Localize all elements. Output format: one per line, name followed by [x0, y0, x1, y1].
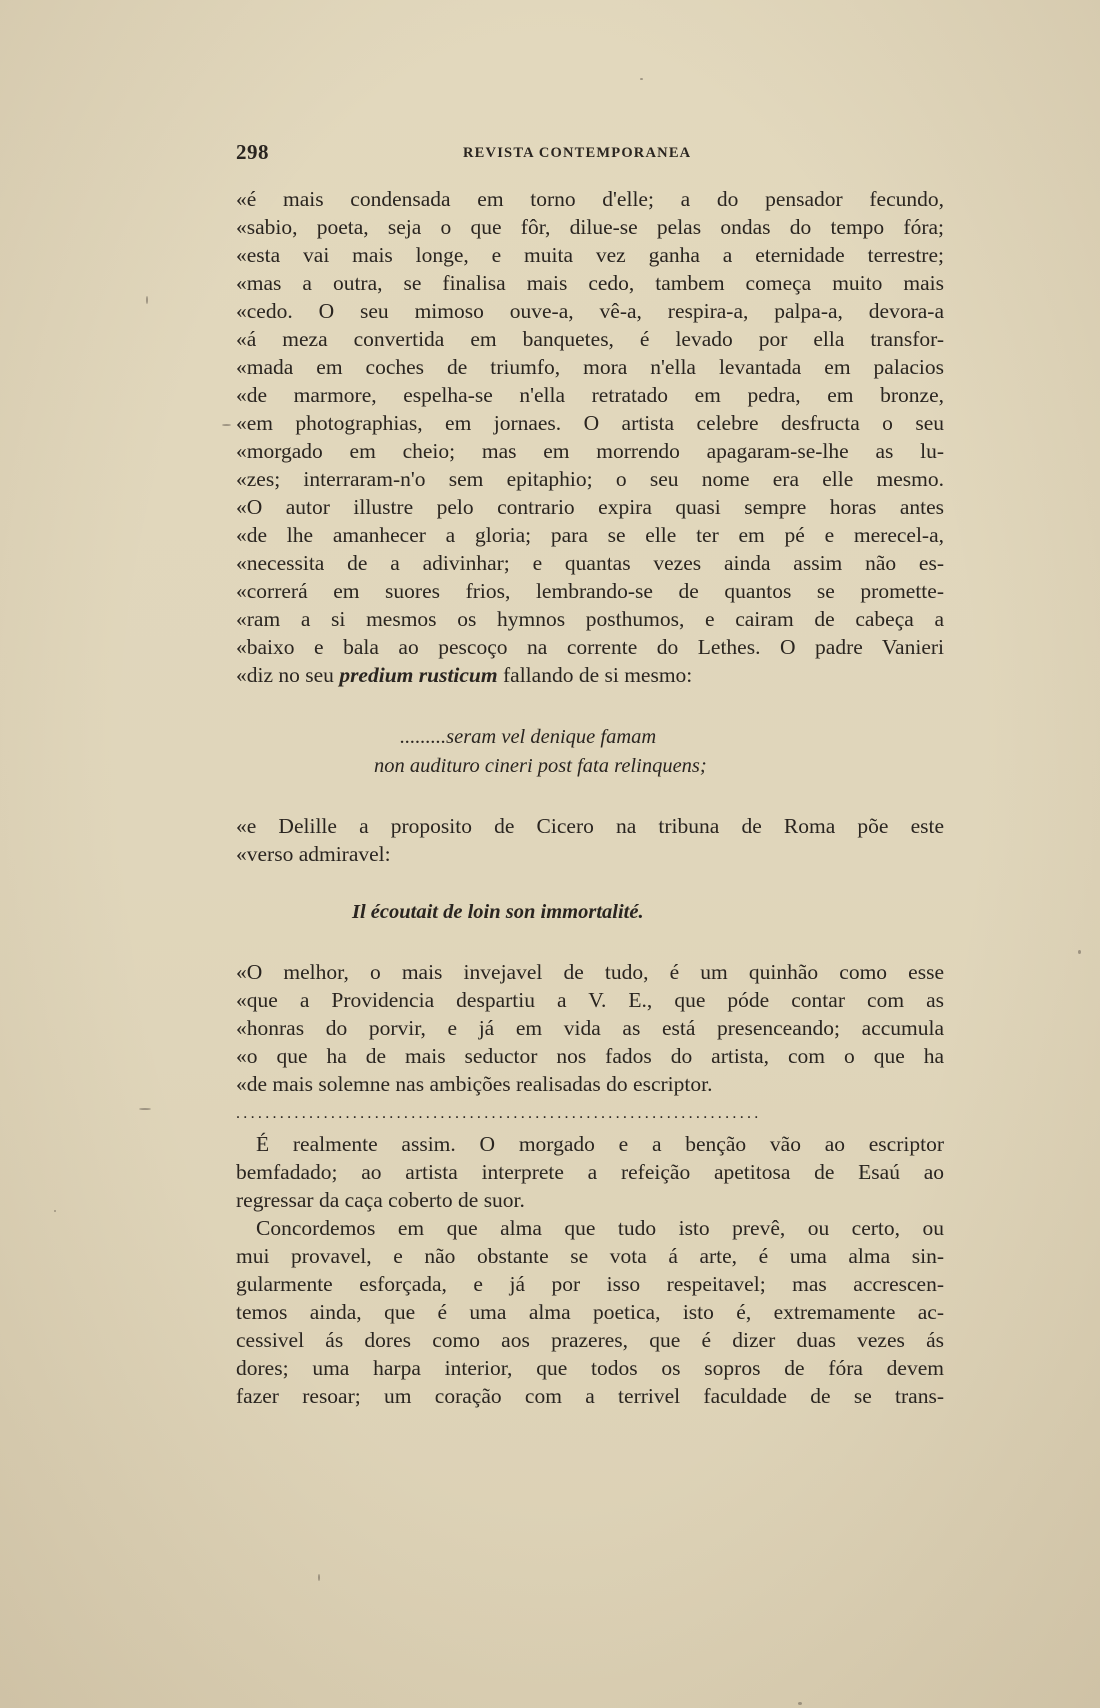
text-line: «de lhe amanhecer a gloria; para se elle ter em pé e merecel-a, [236, 523, 944, 547]
text-line: fazer resoar; um coração com a terrivel faculdade de se trans- [236, 1384, 944, 1408]
paper-speck [139, 1108, 151, 1110]
text-line: «correrá em suores frios, lembrando-se de quantos se promette- [236, 579, 944, 603]
text-line: «o que ha de mais seductor nos fados do artista, com o que ha [236, 1044, 944, 1068]
running-head: REVISTA CONTEMPORANEA [463, 145, 692, 161]
paper-speck [318, 1574, 320, 1581]
predium-rusticum-title: predium rusticum [339, 663, 498, 687]
text-line: «de marmore, espelha-se n'ella retratado em pedra, em bronze, [236, 383, 944, 407]
page-number: 298 [236, 140, 269, 164]
page-header [236, 140, 944, 170]
text-line: «mada em coches de triumfo, mora n'ella levantada em palacios [236, 355, 944, 379]
vanieri-prefix: «diz no seu [236, 663, 340, 687]
text-line: gularmente esforçada, e já por isso respeitavel; mas accrescen- [236, 1272, 944, 1296]
paper-speck [640, 78, 643, 80]
text-line: «zes; interraram-n'o sem epitaphio; o seu nome era elle mesmo. [236, 467, 944, 491]
text-line: «á meza convertida em banquetes, é levado por ella transfor- [236, 327, 944, 351]
text-line: «O autor illustre pelo contrario expira quasi sempre horas antes [236, 495, 944, 519]
text-line: «verso admiravel: [236, 842, 391, 866]
paper-speck [1078, 950, 1081, 954]
text-line: «sabio, poeta, seja o que fôr, dilue-se pelas ondas do tempo fóra; [236, 215, 944, 239]
text-line: «mas a outra, se finalisa mais cedo, tambem começa muito mais [236, 271, 944, 295]
text-line: «ram a si mesmos os hymnos posthumos, e cairam de cabeça a [236, 607, 944, 631]
text-line: mui provavel, e não obstante se vota á arte, é uma alma sin- [236, 1244, 944, 1268]
text-line: «cedo. O seu mimoso ouve-a, vê-a, respira-a, palpa-a, devora-a [236, 299, 944, 323]
text-line: «baixo e bala ao pescoço na corrente do Lethes. O padre Vanieri [236, 635, 944, 659]
text-line: «de mais solemne nas ambições realisadas do escriptor. [236, 1072, 713, 1096]
text-line: «necessita de a adivinhar; e quantas vezes ainda assim não es- [236, 551, 944, 575]
paper-speck [146, 296, 148, 304]
paper-speck [798, 1702, 802, 1705]
text-line: «que a Providencia despartiu a V. E., que póde contar com as [236, 988, 944, 1012]
text-line: «O melhor, o mais invejavel de tudo, é um quinhão como esse [236, 960, 944, 984]
text-line: regressar da caça coberto de suor. [236, 1188, 525, 1212]
text-line: É realmente assim. O morgado e a benção vão ao escriptor [256, 1132, 944, 1156]
latin-verse-line: .........seram vel denique famam [400, 726, 657, 748]
paper-speck [222, 424, 231, 426]
paper-speck [54, 1210, 56, 1212]
ellipsis-separator: ........................................................................ [236, 1105, 762, 1122]
text-line: «honras do porvir, e já em vida as está presenceando; accumula [236, 1016, 944, 1040]
text-line: cessivel ás dores como aos prazeres, que é dizer duas vezes ás [236, 1328, 944, 1352]
text-line: «é mais condensada em torno d'elle; a do pensador fecundo, [236, 187, 944, 211]
text-line: «esta vai mais longe, e muita vez ganha a eternidade terrestre; [236, 243, 944, 267]
latin-verse-line: non audituro cineri post fata relinquens; [374, 755, 707, 777]
text-line: «em photographias, em jornaes. O artista celebre desfructa o seu [236, 411, 944, 435]
text-line: bemfadado; ao artista interprete a refeição apetitosa de Esaú ao [236, 1160, 944, 1184]
text-line: temos ainda, que é uma alma poetica, isto é, extremamente ac- [236, 1300, 944, 1324]
text-line: dores; uma harpa interior, que todos os sopros de fóra devem [236, 1356, 944, 1380]
text-line: «morgado em cheio; mas em morrendo apagaram-se-lhe as lu- [236, 439, 944, 463]
text-line: Concordemos em que alma que tudo isto prevê, ou certo, ou [256, 1216, 944, 1240]
text-line-vanieri [236, 661, 944, 689]
text-line: «e Delille a proposito de Cicero na tribuna de Roma põe este [236, 814, 944, 838]
french-verse-line: Il écoutait de loin son immortalité. [352, 901, 644, 923]
vanieri-suffix: fallando de si mesmo: [497, 663, 693, 687]
